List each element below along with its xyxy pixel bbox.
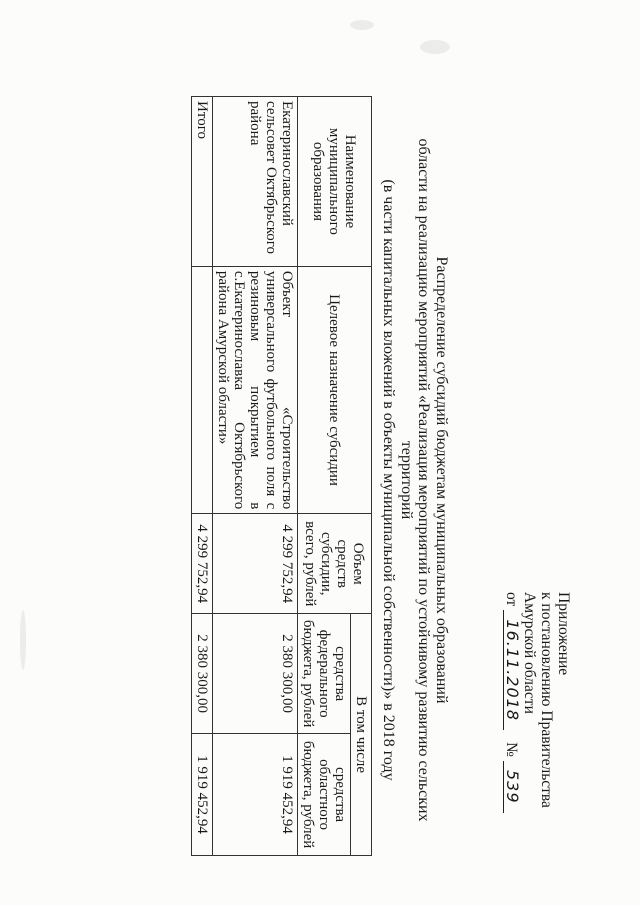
total-federal: 2 380 300,00 <box>192 614 213 734</box>
document-title <box>380 120 450 840</box>
header-purpose: Целевое назначение субсидии <box>298 266 372 513</box>
title-line-1: Распределение субсидий бюджетам муниципальных образований <box>433 256 450 704</box>
date-prefix: от <box>503 592 520 607</box>
header-regional: средства областного бюджета, рублей <box>298 734 351 856</box>
title-line-3: (в части капитальных вложений в объекты муниципальной собственности)» в 2018 году <box>380 179 398 781</box>
header-total: Объем средств субсидии, всего, рублей <box>298 514 372 614</box>
appendix-date-line <box>503 592 521 842</box>
table-header-row <box>351 97 372 856</box>
header-including: В том числе <box>351 614 372 856</box>
subsidy-table <box>191 96 372 856</box>
number-prefix: № <box>503 742 520 757</box>
row-regional: 1 919 452,94 <box>213 734 298 856</box>
total-empty-cell <box>192 266 213 513</box>
row-total: 4 299 752,94 <box>213 514 298 614</box>
total-regional: 1 919 452,94 <box>192 734 213 856</box>
handwritten-number: 539 <box>503 761 521 813</box>
total-sum: 4 299 752,94 <box>192 514 213 614</box>
appendix-line-2: к постановлению Правительства <box>538 592 555 808</box>
appendix-block <box>503 592 572 842</box>
handwritten-date: 16.11.2018 <box>503 610 521 730</box>
row-municipality: Екатеринославский сельсовет Октябрьского района <box>213 97 298 267</box>
title-line-2: области на реализацию мероприятий «Реализация мероприятий по устойчивому развитию сельских территорий <box>398 138 433 822</box>
table-total-row <box>192 97 213 856</box>
total-label: Итого <box>192 97 213 267</box>
row-purpose: Объект «Строительство универсального футбольного поля с резиновым покрытием в с.Екатеринославка Октябрьского района Амурской области» <box>213 266 298 513</box>
header-federal: средства федерального бюджета, рублей <box>298 614 351 734</box>
appendix-line-3: Амурской области <box>521 592 538 714</box>
table-row <box>213 97 298 856</box>
row-federal: 2 380 300,00 <box>213 614 298 734</box>
appendix-line-1: Приложение <box>555 592 572 676</box>
header-municipality: Наименование муниципального образования <box>298 97 372 267</box>
